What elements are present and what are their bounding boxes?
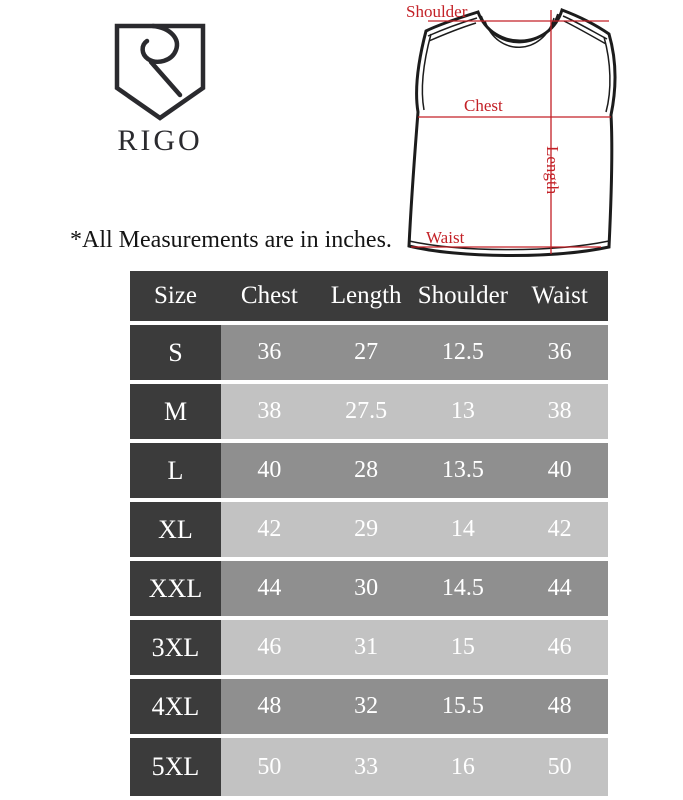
- size-value: L: [130, 443, 221, 498]
- header-length: Length: [318, 271, 415, 321]
- size-value: XL: [130, 502, 221, 557]
- length-value: 29: [318, 502, 415, 557]
- waist-label: Waist: [426, 228, 465, 247]
- header-size: Size: [130, 271, 221, 321]
- table-row: [130, 679, 608, 734]
- length-label: Length: [543, 146, 562, 195]
- waist-value: 48: [511, 679, 608, 734]
- chest-value: 44: [221, 561, 318, 616]
- size-value: 5XL: [130, 738, 221, 796]
- size-value: 3XL: [130, 620, 221, 675]
- waist-value: 46: [511, 620, 608, 675]
- length-value: 28: [318, 443, 415, 498]
- length-value: 31: [318, 620, 415, 675]
- size-value: M: [130, 384, 221, 439]
- shoulder-value: 14: [415, 502, 512, 557]
- length-value: 27: [318, 325, 415, 380]
- size-value: S: [130, 325, 221, 380]
- shoulder-value: 16: [415, 738, 512, 796]
- chest-value: 38: [221, 384, 318, 439]
- brand-logo: [105, 18, 215, 158]
- waist-value: 38: [511, 384, 608, 439]
- waist-value: 50: [511, 738, 608, 796]
- waist-value: 44: [511, 561, 608, 616]
- chest-value: 46: [221, 620, 318, 675]
- table-row: [130, 738, 608, 796]
- table-row: [130, 561, 608, 616]
- size-chart-table: [130, 271, 608, 800]
- length-value: 30: [318, 561, 415, 616]
- chest-value: 40: [221, 443, 318, 498]
- chest-value: 42: [221, 502, 318, 557]
- chest-label: Chest: [464, 96, 503, 115]
- waist-value: 40: [511, 443, 608, 498]
- table-row: [130, 384, 608, 439]
- length-value: 33: [318, 738, 415, 796]
- length-value: 27.5: [318, 384, 415, 439]
- shoulder-value: 15: [415, 620, 512, 675]
- chest-value: 48: [221, 679, 318, 734]
- shoulder-value: 15.5: [415, 679, 512, 734]
- size-value: XXL: [130, 561, 221, 616]
- header-waist: Waist: [511, 271, 608, 321]
- header-shoulder: Shoulder: [415, 271, 512, 321]
- shoulder-value: 13: [415, 384, 512, 439]
- header-chest: Chest: [221, 271, 318, 321]
- shoulder-value: 13.5: [415, 443, 512, 498]
- length-value: 32: [318, 679, 415, 734]
- table-header-row: [130, 271, 608, 321]
- size-value: 4XL: [130, 679, 221, 734]
- rigo-shield-icon: [105, 18, 215, 122]
- chest-value: 50: [221, 738, 318, 796]
- table-row: [130, 325, 608, 380]
- waist-value: 42: [511, 502, 608, 557]
- chest-value: 36: [221, 325, 318, 380]
- brand-wordmark: RIGO: [117, 124, 203, 157]
- shoulder-label: Shoulder: [406, 2, 468, 21]
- measurement-note: *All Measurements are in inches.: [70, 227, 392, 253]
- waist-value: 36: [511, 325, 608, 380]
- shoulder-value: 12.5: [415, 325, 512, 380]
- table-row: [130, 502, 608, 557]
- garment-diagram: [398, 0, 650, 268]
- table-row: [130, 443, 608, 498]
- shoulder-value: 14.5: [415, 561, 512, 616]
- table-row: [130, 620, 608, 675]
